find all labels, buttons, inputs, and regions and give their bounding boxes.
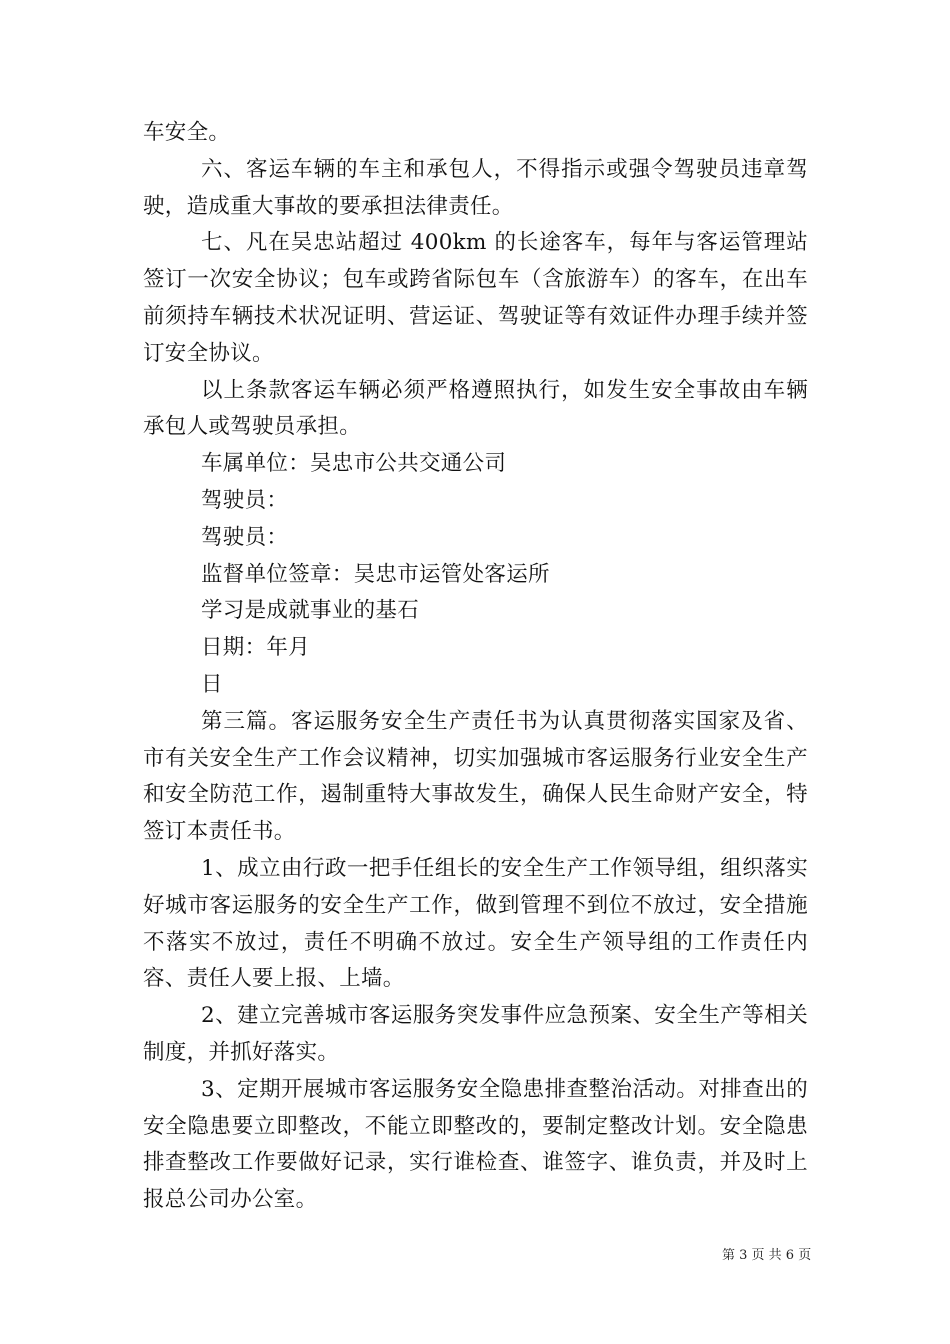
motto-line: 学习是成就事业的基石 (201, 598, 420, 624)
section-three-item-1: 1、成立由行政一把手任组长的安全生产工作领导组，组织落实好城市客运服务的安全生产工作，做到管理不到位不放过，安全措施不落实不放过，责任不明确不放过。安全生产领导组的工作责任内容、责任人要上报、上墙。 (143, 855, 808, 992)
paragraph-item-seven: 七、凡在吴忠站超过 400km 的长途客车，每年与客运管理站签订一次安全协议；包车或跨省际包车（含旅游车）的客车，在出车前须持车辆技术状况证明、营运证、驾驶证等有效证件办理手续并签订安全协议。 (143, 230, 808, 366)
driver-line-1: 驾驶员： (201, 487, 289, 513)
signature-block (143, 446, 808, 704)
paragraph-item-six: 六、客运车辆的车主和承包人，不得指示或强令驾驶员违章驾驶，造成重大事故的要承担法律责任。 (143, 156, 808, 219)
date-line: 日期：年月 (201, 635, 311, 661)
paragraph-continuation: 车安全。 (143, 120, 231, 145)
day-line: 日 (201, 671, 223, 697)
page-number-footer: 第 3 页 共 6 页 (722, 1248, 812, 1263)
section-three-intro: 第三篇。客运服务安全生产责任书为认真贯彻落实国家及省、市有关安全生产工作会议精神，切实加强城市客运服务行业安全生产和安全防范工作，遏制重特大事故发生，确保人民生命财产安全，特签订本责任书。 (143, 708, 808, 845)
section-three-item-2: 2、建立完善城市客运服务突发事件应急预案、安全生产等相关制度，并抓好落实。 (143, 1003, 808, 1065)
vehicle-unit-line: 车属单位：吴忠市公共交通公司 (201, 451, 507, 477)
document-body (143, 115, 808, 1219)
paragraph-conclusion: 以上条款客运车辆必须严格遵照执行，如发生安全事故由车辆承包人或驾驶员承担。 (143, 377, 808, 440)
section-three-item-3: 3、定期开展城市客运服务安全隐患排查整治活动。对排查出的安全隐患要立即整改，不能立即整改的，要制定整改计划。安全隐患排查整改工作要做好记录，实行谁检查、谁签字、谁负责，并及时上报总公司办公室。 (143, 1076, 808, 1213)
driver-line-2: 驾驶员： (201, 524, 289, 550)
supervisor-seal-line: 监督单位签章：吴忠市运管处客运所 (201, 561, 550, 587)
